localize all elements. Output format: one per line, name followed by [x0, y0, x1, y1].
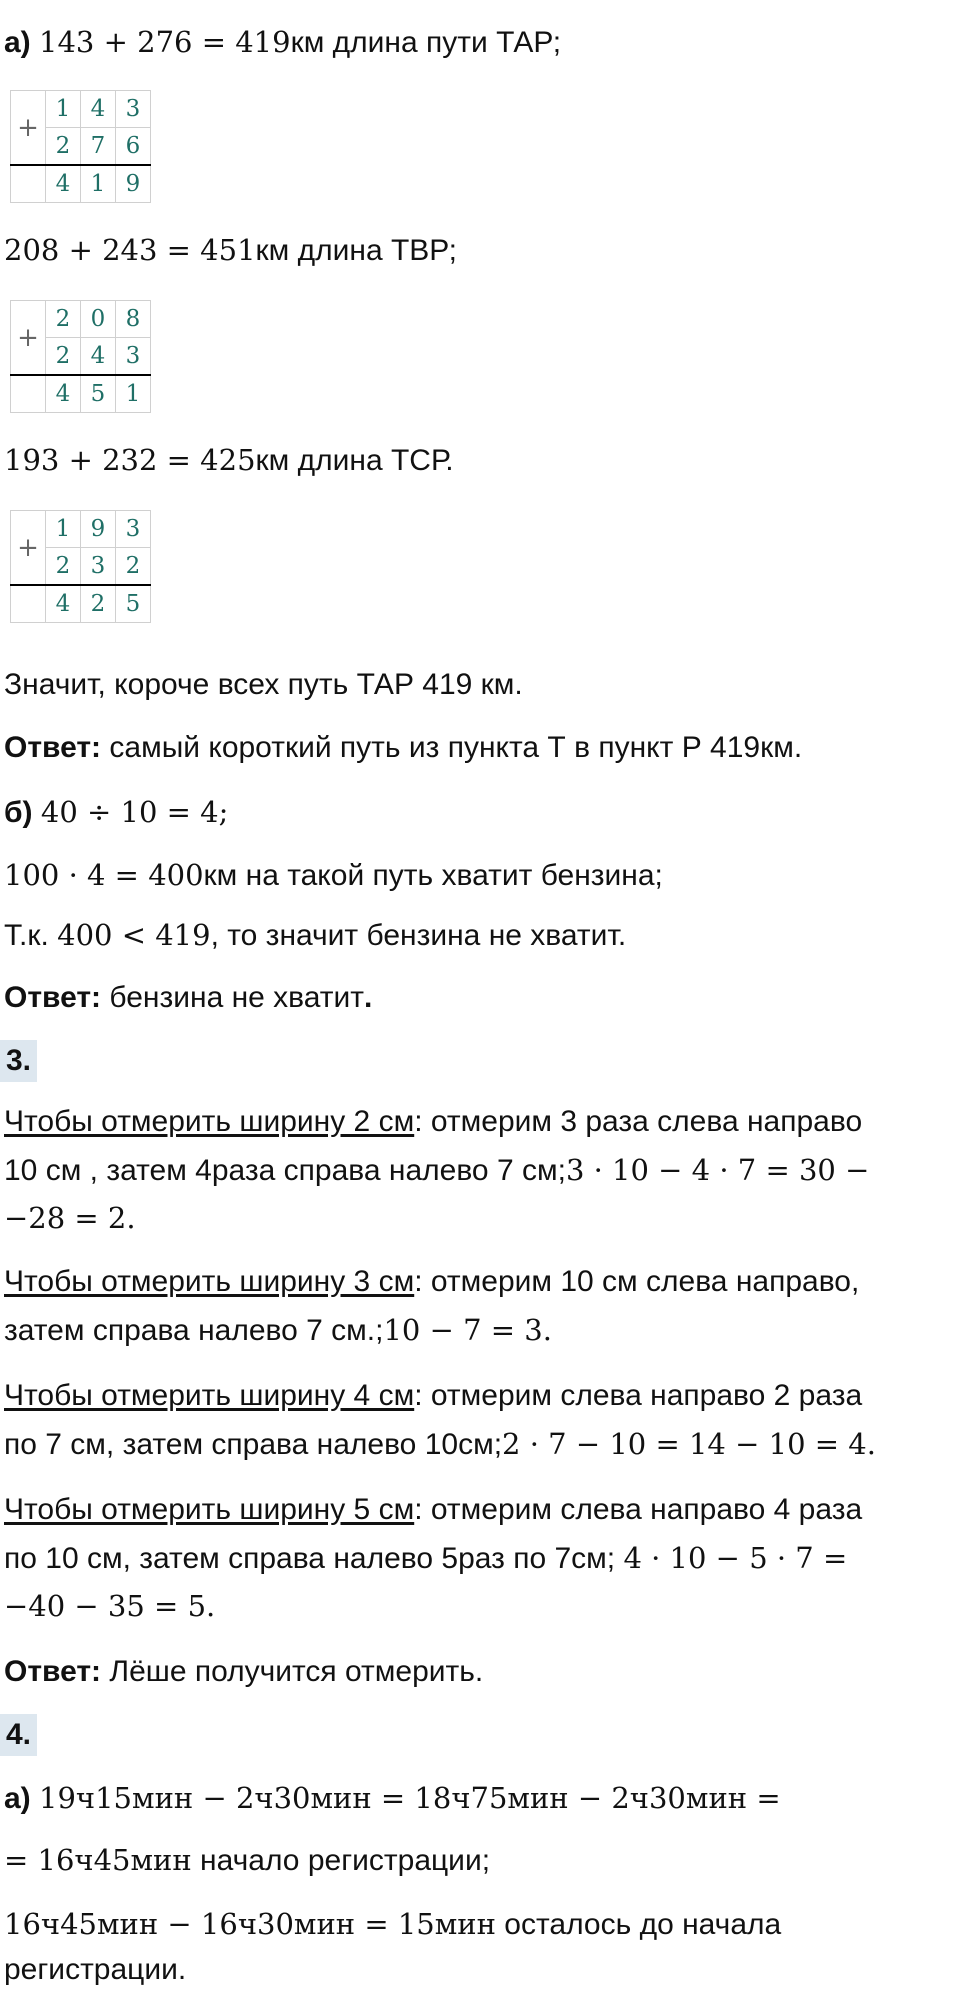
digit: 9 [81, 511, 116, 548]
task3-item-4-line-1 [4, 1490, 862, 1530]
answer-label: Ответ: [4, 731, 102, 764]
task3-item-2-line-2 [4, 1310, 552, 1351]
digit: 3 [116, 338, 151, 376]
line-text: по 10 см, затем справа налево 5раз по 7см; [4, 1542, 624, 1575]
line-text: : отмерим 3 раза слева направо [414, 1105, 863, 1138]
underlined-heading: Чтобы отмерить ширину 2 см [4, 1105, 415, 1138]
sum-digit: 1 [116, 375, 151, 413]
math-expression: 143 + 276 = 419 [39, 25, 291, 59]
line-text: км длина пути ТАР; [290, 26, 562, 59]
task3-item-3-line-2 [4, 1424, 876, 1465]
empty-cell [11, 585, 46, 623]
line-text: : отмерим 10 см слева направо, [414, 1265, 860, 1298]
math-expression: 193 + 232 = 425 [4, 443, 256, 477]
plus-sign: + [11, 511, 46, 586]
sum-digit: 2 [81, 585, 116, 623]
part-b-line-3 [4, 915, 626, 956]
answer-text: самый короткий путь из пункта Т в пункт Р 419км. [109, 731, 803, 764]
math-expression: 4 · 10 − 5 · 7 = [623, 1541, 848, 1575]
digit: 3 [81, 548, 116, 586]
line-text: : отмерим слева направо 4 раза [414, 1493, 863, 1526]
line-text: 10 см , затем 4раза справа налево 7 см; [4, 1154, 566, 1187]
digit: 2 [116, 548, 151, 586]
task4-line-3 [4, 1904, 781, 1945]
task3-item-4-line-3 [4, 1586, 215, 1627]
digit: 4 [81, 91, 116, 128]
digit: 2 [46, 128, 81, 166]
column-addition-3 [10, 510, 151, 623]
math-expression: 2 · 7 − 10 = 14 − 10 = 4. [502, 1427, 876, 1461]
empty-cell [11, 375, 46, 413]
math-expression: 10 − 7 = 3. [383, 1313, 552, 1347]
task-number-4: 4. [0, 1714, 37, 1756]
task3-item-4-line-2 [4, 1538, 847, 1579]
sum-digit: 1 [81, 165, 116, 203]
task-number-3: 3. [0, 1040, 37, 1082]
answer-label: Ответ: [4, 1655, 102, 1688]
underlined-heading: Чтобы отмерить ширину 3 см [4, 1265, 415, 1298]
sum-digit: 5 [81, 375, 116, 413]
sum-digit: 5 [116, 585, 151, 623]
digit: 3 [116, 91, 151, 128]
part-b-line-1 [4, 792, 228, 833]
task3-item-1-line-2 [4, 1150, 869, 1191]
digit: 4 [81, 338, 116, 376]
part-b-line-2 [4, 855, 663, 896]
task4-line-4: регистрации. [4, 1953, 187, 1986]
digit: 2 [46, 301, 81, 338]
plus-sign: + [11, 301, 46, 376]
line-text: км длина ТСР. [255, 444, 454, 477]
answer-3 [4, 1652, 483, 1692]
task4-line-2 [4, 1840, 490, 1881]
line-text: Т.к. [4, 919, 58, 952]
line-text: : отмерим слева направо 2 раза [414, 1379, 863, 1412]
line-text: км длина ТВР; [255, 234, 457, 267]
line-text: затем справа налево 7 см.; [4, 1314, 384, 1347]
answer-b [4, 978, 372, 1018]
task3-item-1-line-1 [4, 1102, 862, 1142]
digit: 2 [46, 548, 81, 586]
math-expression: 40 ÷ 10 = 4; [40, 795, 229, 829]
column-addition-2 [10, 300, 151, 413]
digit: 0 [81, 301, 116, 338]
digit: 6 [116, 128, 151, 166]
empty-cell [11, 165, 46, 203]
task3-item-2-line-1 [4, 1262, 859, 1302]
task3-item-1-line-3 [4, 1198, 136, 1239]
math-expression: = 16ч45мин [4, 1843, 192, 1877]
answer-a [4, 728, 802, 768]
answer-end: . [364, 981, 373, 1014]
task3-item-3-line-1 [4, 1376, 862, 1416]
answer-text: Лёше получится отмерить. [109, 1655, 484, 1688]
line-text: начало регистрации; [191, 1844, 491, 1877]
line-text: , то значит бензина не хватит. [210, 919, 627, 952]
digit: 7 [81, 128, 116, 166]
math-expression: 19ч15мин − 2ч30мин = 18ч75мин − 2ч30мин = [39, 1781, 781, 1815]
digit: 8 [116, 301, 151, 338]
math-expression: 3 · 10 − 4 · 7 = 30 − [565, 1153, 870, 1187]
digit: 3 [116, 511, 151, 548]
column-addition-1 [10, 90, 151, 203]
line-text: осталось до начала [495, 1908, 782, 1941]
part-a-line-1 [4, 22, 561, 63]
sum-digit: 4 [46, 375, 81, 413]
part-a-label: а) [4, 26, 31, 59]
line-text: по 7 см, затем справа налево 10см; [4, 1428, 503, 1461]
sum-digit: 9 [116, 165, 151, 203]
answer-text: бензина не хватит [109, 981, 365, 1014]
math-expression: 208 + 243 = 451 [4, 233, 256, 267]
digit: 1 [46, 91, 81, 128]
math-expression: −28 = 2. [4, 1201, 136, 1235]
part-a-line-3 [4, 440, 454, 481]
math-expression: −40 − 35 = 5. [4, 1589, 216, 1623]
sum-digit: 4 [46, 585, 81, 623]
task4-line-1 [4, 1778, 781, 1819]
digit: 2 [46, 338, 81, 376]
answer-label: Ответ: [4, 981, 102, 1014]
math-expression: 400 < 419 [57, 918, 211, 952]
underlined-heading: Чтобы отмерить ширину 4 см [4, 1379, 415, 1412]
part-b-label: б) [4, 796, 33, 829]
plus-sign: + [11, 91, 46, 166]
conclusion-text: Значит, короче всех путь ТАР 419 км. [4, 668, 523, 701]
part-a-line-2 [4, 230, 457, 271]
sum-digit: 4 [46, 165, 81, 203]
math-expression: 16ч45мин − 16ч30мин = 15мин [4, 1907, 496, 1941]
math-expression: 100 · 4 = 400 [4, 858, 204, 892]
digit: 1 [46, 511, 81, 548]
line-text: км на такой путь хватит бензина; [203, 859, 663, 892]
underlined-heading: Чтобы отмерить ширину 5 см [4, 1493, 415, 1526]
part-a-label: а) [4, 1782, 31, 1815]
